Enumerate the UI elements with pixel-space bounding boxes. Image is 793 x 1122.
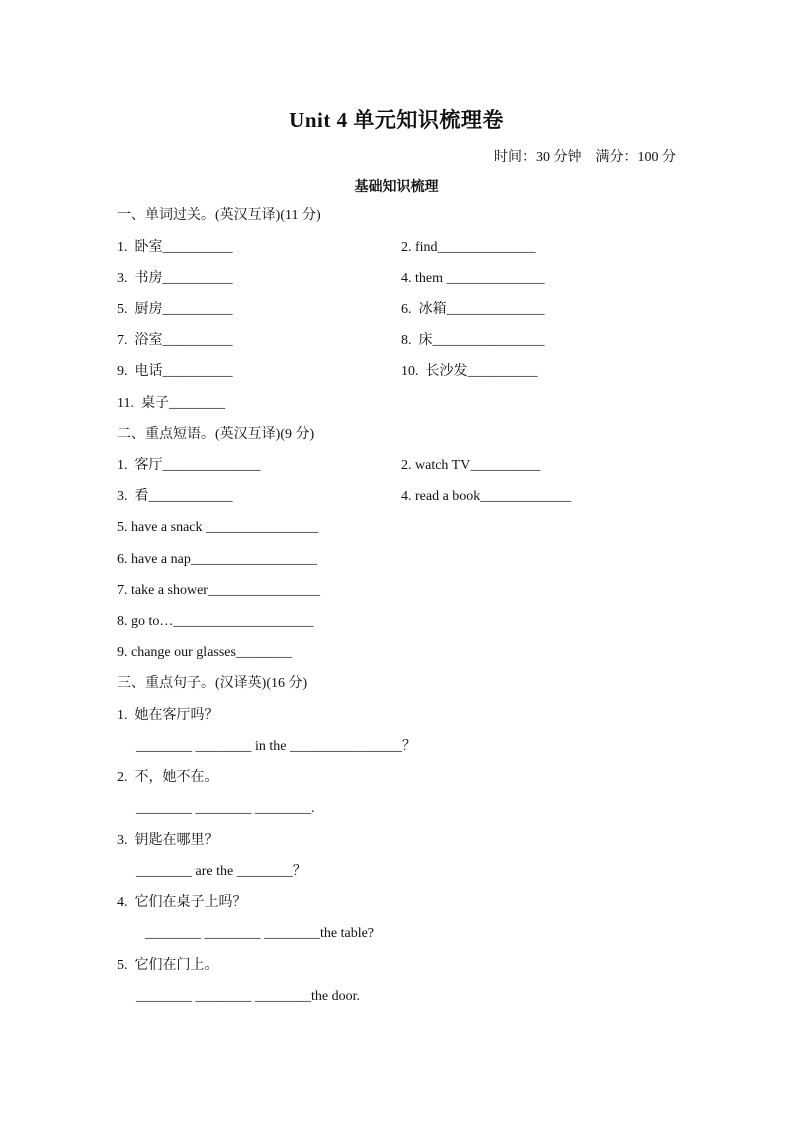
vocab-item: 9. 电话__________ — [117, 364, 233, 379]
phrase-item: 7. take a shower________________ — [117, 583, 320, 598]
section-subtitle: 基础知识梳理 — [354, 180, 439, 195]
sentence-question: 1. 她在客厅吗？ — [117, 708, 219, 723]
phrase-item: 6. have a nap__________________ — [117, 552, 317, 567]
vocab-item: 5. 厨房__________ — [117, 302, 233, 317]
phrase-item: 8. go to…____________________ — [117, 614, 314, 629]
phrase-item: 2. watch TV__________ — [401, 458, 541, 473]
sentence-answer-blank: ________ are the ________？ — [136, 864, 307, 879]
vocab-item: 8. 床________________ — [401, 333, 545, 348]
vocab-item: 1. 卧室__________ — [117, 240, 233, 255]
section-2-heading: 二、重点短语。(英汉互译)(9 分) — [117, 427, 315, 442]
phrase-item: 4. read a book_____________ — [401, 489, 572, 504]
sentence-answer-blank: ________ ________ in the ________________？ — [136, 739, 416, 754]
sentence-question: 3. 钥匙在哪里？ — [117, 833, 219, 848]
vocab-item: 4. them ______________ — [401, 271, 545, 286]
vocab-item: 7. 浴室__________ — [117, 333, 233, 348]
sentence-answer-blank: ________ ________ ________. — [136, 801, 315, 816]
section-3-heading: 三、重点句子。(汉译英)(16 分) — [117, 676, 308, 691]
phrase-item: 3. 看____________ — [117, 489, 233, 504]
vocab-item: 2. find______________ — [401, 240, 536, 255]
sentence-question: 2. 不，她不在。 — [117, 770, 219, 785]
page-title: Unit 4 单元知识梳理卷 — [289, 108, 504, 132]
phrase-item: 1. 客厅______________ — [117, 458, 261, 473]
phrase-item: 9. change our glasses________ — [117, 645, 292, 660]
vocab-item: 3. 书房__________ — [117, 271, 233, 286]
phrase-item: 5. have a snack ________________ — [117, 520, 319, 535]
sentence-question: 4. 它们在桌子上吗？ — [117, 895, 247, 910]
sentence-answer-blank: ________ ________ ________the door. — [136, 989, 360, 1004]
sentence-answer-blank: ________ ________ ________the table? — [145, 926, 375, 941]
section-1-heading: 一、单词过关。(英汉互译)(11 分) — [117, 208, 321, 223]
vocab-item: 6. 冰箱______________ — [401, 302, 545, 317]
vocab-item: 11. 桌子________ — [117, 396, 225, 411]
time-score-info: 时间：30 分钟 满分：100 分 — [494, 150, 676, 165]
vocab-item: 10. 长沙发__________ — [401, 364, 538, 379]
sentence-question: 5. 它们在门上。 — [117, 958, 219, 973]
